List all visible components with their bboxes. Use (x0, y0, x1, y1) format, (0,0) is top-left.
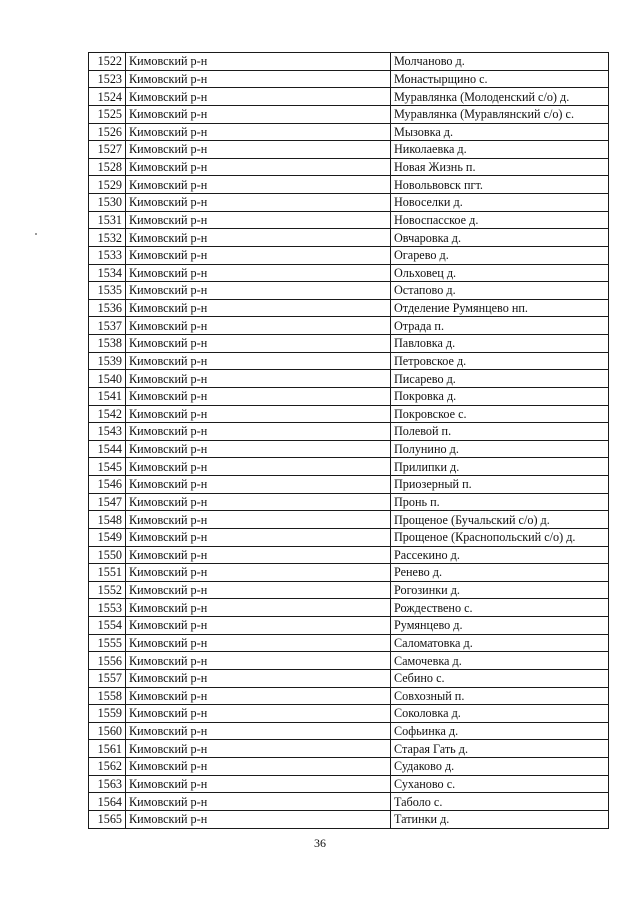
table-row (89, 793, 609, 811)
district-cell: Кимовский р-н (126, 476, 391, 494)
place-name-cell: Отрада п. (391, 317, 609, 335)
place-name-cell: Полунино д. (391, 440, 609, 458)
district-cell: Кимовский р-н (126, 105, 391, 123)
district-cell: Кимовский р-н (126, 617, 391, 635)
settlements-table-body (89, 53, 609, 829)
district-cell: Кимовский р-н (126, 810, 391, 828)
place-name-cell: Рассекино д. (391, 546, 609, 564)
place-name-cell: Прилипки д. (391, 458, 609, 476)
table-row (89, 528, 609, 546)
district-cell: Кимовский р-н (126, 53, 391, 71)
table-row (89, 564, 609, 582)
row-number-cell: 1551 (89, 564, 126, 582)
district-cell: Кимовский р-н (126, 194, 391, 212)
district-cell: Кимовский р-н (126, 722, 391, 740)
table-row (89, 352, 609, 370)
place-name-cell: Новоспасское д. (391, 211, 609, 229)
table-row (89, 599, 609, 617)
row-number-cell: 1553 (89, 599, 126, 617)
table-row (89, 176, 609, 194)
place-name-cell: Мызовка д. (391, 123, 609, 141)
district-cell: Кимовский р-н (126, 652, 391, 670)
district-cell: Кимовский р-н (126, 705, 391, 723)
district-cell: Кимовский р-н (126, 317, 391, 335)
district-cell: Кимовский р-н (126, 740, 391, 758)
table-row (89, 652, 609, 670)
row-number-cell: 1554 (89, 617, 126, 635)
table-row (89, 617, 609, 635)
place-name-cell: Суханово с. (391, 775, 609, 793)
table-row (89, 387, 609, 405)
table-row (89, 88, 609, 106)
place-name-cell: Прощеное (Краснопольский с/о) д. (391, 528, 609, 546)
row-number-cell: 1561 (89, 740, 126, 758)
table-row (89, 581, 609, 599)
row-number-cell: 1546 (89, 476, 126, 494)
place-name-cell: Новольвовск пгт. (391, 176, 609, 194)
row-number-cell: 1534 (89, 264, 126, 282)
table-row (89, 141, 609, 159)
table-row (89, 105, 609, 123)
row-number-cell: 1555 (89, 634, 126, 652)
district-cell: Кимовский р-н (126, 775, 391, 793)
table-row (89, 405, 609, 423)
place-name-cell: Софьинка д. (391, 722, 609, 740)
place-name-cell: Новоселки д. (391, 194, 609, 212)
row-number-cell: 1544 (89, 440, 126, 458)
district-cell: Кимовский р-н (126, 123, 391, 141)
row-number-cell: 1529 (89, 176, 126, 194)
district-cell: Кимовский р-н (126, 70, 391, 88)
district-cell: Кимовский р-н (126, 493, 391, 511)
table-row (89, 158, 609, 176)
district-cell: Кимовский р-н (126, 176, 391, 194)
row-number-cell: 1558 (89, 687, 126, 705)
table-row (89, 423, 609, 441)
row-number-cell: 1564 (89, 793, 126, 811)
district-cell: Кимовский р-н (126, 564, 391, 582)
district-cell: Кимовский р-н (126, 511, 391, 529)
place-name-cell: Монастырщино с. (391, 70, 609, 88)
place-name-cell: Пронь п. (391, 493, 609, 511)
row-number-cell: 1538 (89, 335, 126, 353)
place-name-cell: Таболо с. (391, 793, 609, 811)
row-number-cell: 1552 (89, 581, 126, 599)
table-row (89, 123, 609, 141)
place-name-cell: Старая Гать д. (391, 740, 609, 758)
place-name-cell: Судаково д. (391, 758, 609, 776)
place-name-cell: Приозерный п. (391, 476, 609, 494)
district-cell: Кимовский р-н (126, 546, 391, 564)
place-name-cell: Самочевка д. (391, 652, 609, 670)
district-cell: Кимовский р-н (126, 793, 391, 811)
table-row (89, 687, 609, 705)
place-name-cell: Румянцево д. (391, 617, 609, 635)
row-number-cell: 1524 (89, 88, 126, 106)
row-number-cell: 1535 (89, 282, 126, 300)
table-row (89, 758, 609, 776)
row-number-cell: 1541 (89, 387, 126, 405)
table-row (89, 669, 609, 687)
row-number-cell: 1539 (89, 352, 126, 370)
table-row (89, 246, 609, 264)
row-number-cell: 1527 (89, 141, 126, 159)
district-cell: Кимовский р-н (126, 335, 391, 353)
row-number-cell: 1565 (89, 810, 126, 828)
place-name-cell: Остапово д. (391, 282, 609, 300)
table-row (89, 458, 609, 476)
place-name-cell: Новая Жизнь п. (391, 158, 609, 176)
district-cell: Кимовский р-н (126, 634, 391, 652)
table-row (89, 194, 609, 212)
table-row (89, 317, 609, 335)
row-number-cell: 1533 (89, 246, 126, 264)
row-number-cell: 1528 (89, 158, 126, 176)
place-name-cell: Ренево д. (391, 564, 609, 582)
row-number-cell: 1548 (89, 511, 126, 529)
table-row (89, 440, 609, 458)
place-name-cell: Себино с. (391, 669, 609, 687)
district-cell: Кимовский р-н (126, 370, 391, 388)
district-cell: Кимовский р-н (126, 88, 391, 106)
place-name-cell: Овчаровка д. (391, 229, 609, 247)
table-row (89, 740, 609, 758)
district-cell: Кимовский р-н (126, 352, 391, 370)
district-cell: Кимовский р-н (126, 581, 391, 599)
place-name-cell: Рогозинки д. (391, 581, 609, 599)
table-row (89, 282, 609, 300)
district-cell: Кимовский р-н (126, 229, 391, 247)
district-cell: Кимовский р-н (126, 246, 391, 264)
place-name-cell: Прощеное (Бучальский с/о) д. (391, 511, 609, 529)
row-number-cell: 1557 (89, 669, 126, 687)
place-name-cell: Молчаново д. (391, 53, 609, 71)
row-number-cell: 1536 (89, 299, 126, 317)
table-row (89, 546, 609, 564)
table-row (89, 775, 609, 793)
district-cell: Кимовский р-н (126, 440, 391, 458)
row-number-cell: 1530 (89, 194, 126, 212)
district-cell: Кимовский р-н (126, 423, 391, 441)
row-number-cell: 1560 (89, 722, 126, 740)
row-number-cell: 1562 (89, 758, 126, 776)
row-number-cell: 1522 (89, 53, 126, 71)
row-number-cell: 1537 (89, 317, 126, 335)
place-name-cell: Рождествено с. (391, 599, 609, 617)
row-number-cell: 1549 (89, 528, 126, 546)
district-cell: Кимовский р-н (126, 669, 391, 687)
table-row (89, 264, 609, 282)
district-cell: Кимовский р-н (126, 158, 391, 176)
district-cell: Кимовский р-н (126, 458, 391, 476)
district-cell: Кимовский р-н (126, 299, 391, 317)
row-number-cell: 1531 (89, 211, 126, 229)
place-name-cell: Петровское д. (391, 352, 609, 370)
table-row (89, 493, 609, 511)
row-number-cell: 1523 (89, 70, 126, 88)
place-name-cell: Покровка д. (391, 387, 609, 405)
row-number-cell: 1526 (89, 123, 126, 141)
row-number-cell: 1532 (89, 229, 126, 247)
row-number-cell: 1550 (89, 546, 126, 564)
table-row (89, 370, 609, 388)
place-name-cell: Полевой п. (391, 423, 609, 441)
table-row (89, 335, 609, 353)
district-cell: Кимовский р-н (126, 758, 391, 776)
page-number: 36 (314, 836, 326, 850)
place-name-cell: Муравлянка (Молоденский с/о) д. (391, 88, 609, 106)
scan-speck (35, 233, 37, 235)
district-cell: Кимовский р-н (126, 687, 391, 705)
place-name-cell: Павловка д. (391, 335, 609, 353)
place-name-cell: Писарево д. (391, 370, 609, 388)
row-number-cell: 1540 (89, 370, 126, 388)
row-number-cell: 1545 (89, 458, 126, 476)
district-cell: Кимовский р-н (126, 282, 391, 300)
place-name-cell: Николаевка д. (391, 141, 609, 159)
table-row (89, 810, 609, 828)
table-row (89, 211, 609, 229)
table-row (89, 53, 609, 71)
place-name-cell: Саломатовка д. (391, 634, 609, 652)
district-cell: Кимовский р-н (126, 141, 391, 159)
row-number-cell: 1556 (89, 652, 126, 670)
place-name-cell: Муравлянка (Муравлянский с/о) с. (391, 105, 609, 123)
place-name-cell: Соколовка д. (391, 705, 609, 723)
table-row (89, 229, 609, 247)
place-name-cell: Покровское с. (391, 405, 609, 423)
row-number-cell: 1559 (89, 705, 126, 723)
district-cell: Кимовский р-н (126, 599, 391, 617)
district-cell: Кимовский р-н (126, 387, 391, 405)
table-row (89, 70, 609, 88)
table-row (89, 634, 609, 652)
table-row (89, 722, 609, 740)
district-cell: Кимовский р-н (126, 264, 391, 282)
place-name-cell: Отделение Румянцево нп. (391, 299, 609, 317)
row-number-cell: 1547 (89, 493, 126, 511)
settlements-table (88, 52, 609, 829)
row-number-cell: 1542 (89, 405, 126, 423)
row-number-cell: 1525 (89, 105, 126, 123)
district-cell: Кимовский р-н (126, 211, 391, 229)
district-cell: Кимовский р-н (126, 528, 391, 546)
row-number-cell: 1563 (89, 775, 126, 793)
table-row (89, 476, 609, 494)
table-row (89, 705, 609, 723)
place-name-cell: Огарево д. (391, 246, 609, 264)
district-cell: Кимовский р-н (126, 405, 391, 423)
place-name-cell: Совхозный п. (391, 687, 609, 705)
table-row (89, 299, 609, 317)
table-row (89, 511, 609, 529)
place-name-cell: Татинки д. (391, 810, 609, 828)
place-name-cell: Ольховец д. (391, 264, 609, 282)
row-number-cell: 1543 (89, 423, 126, 441)
